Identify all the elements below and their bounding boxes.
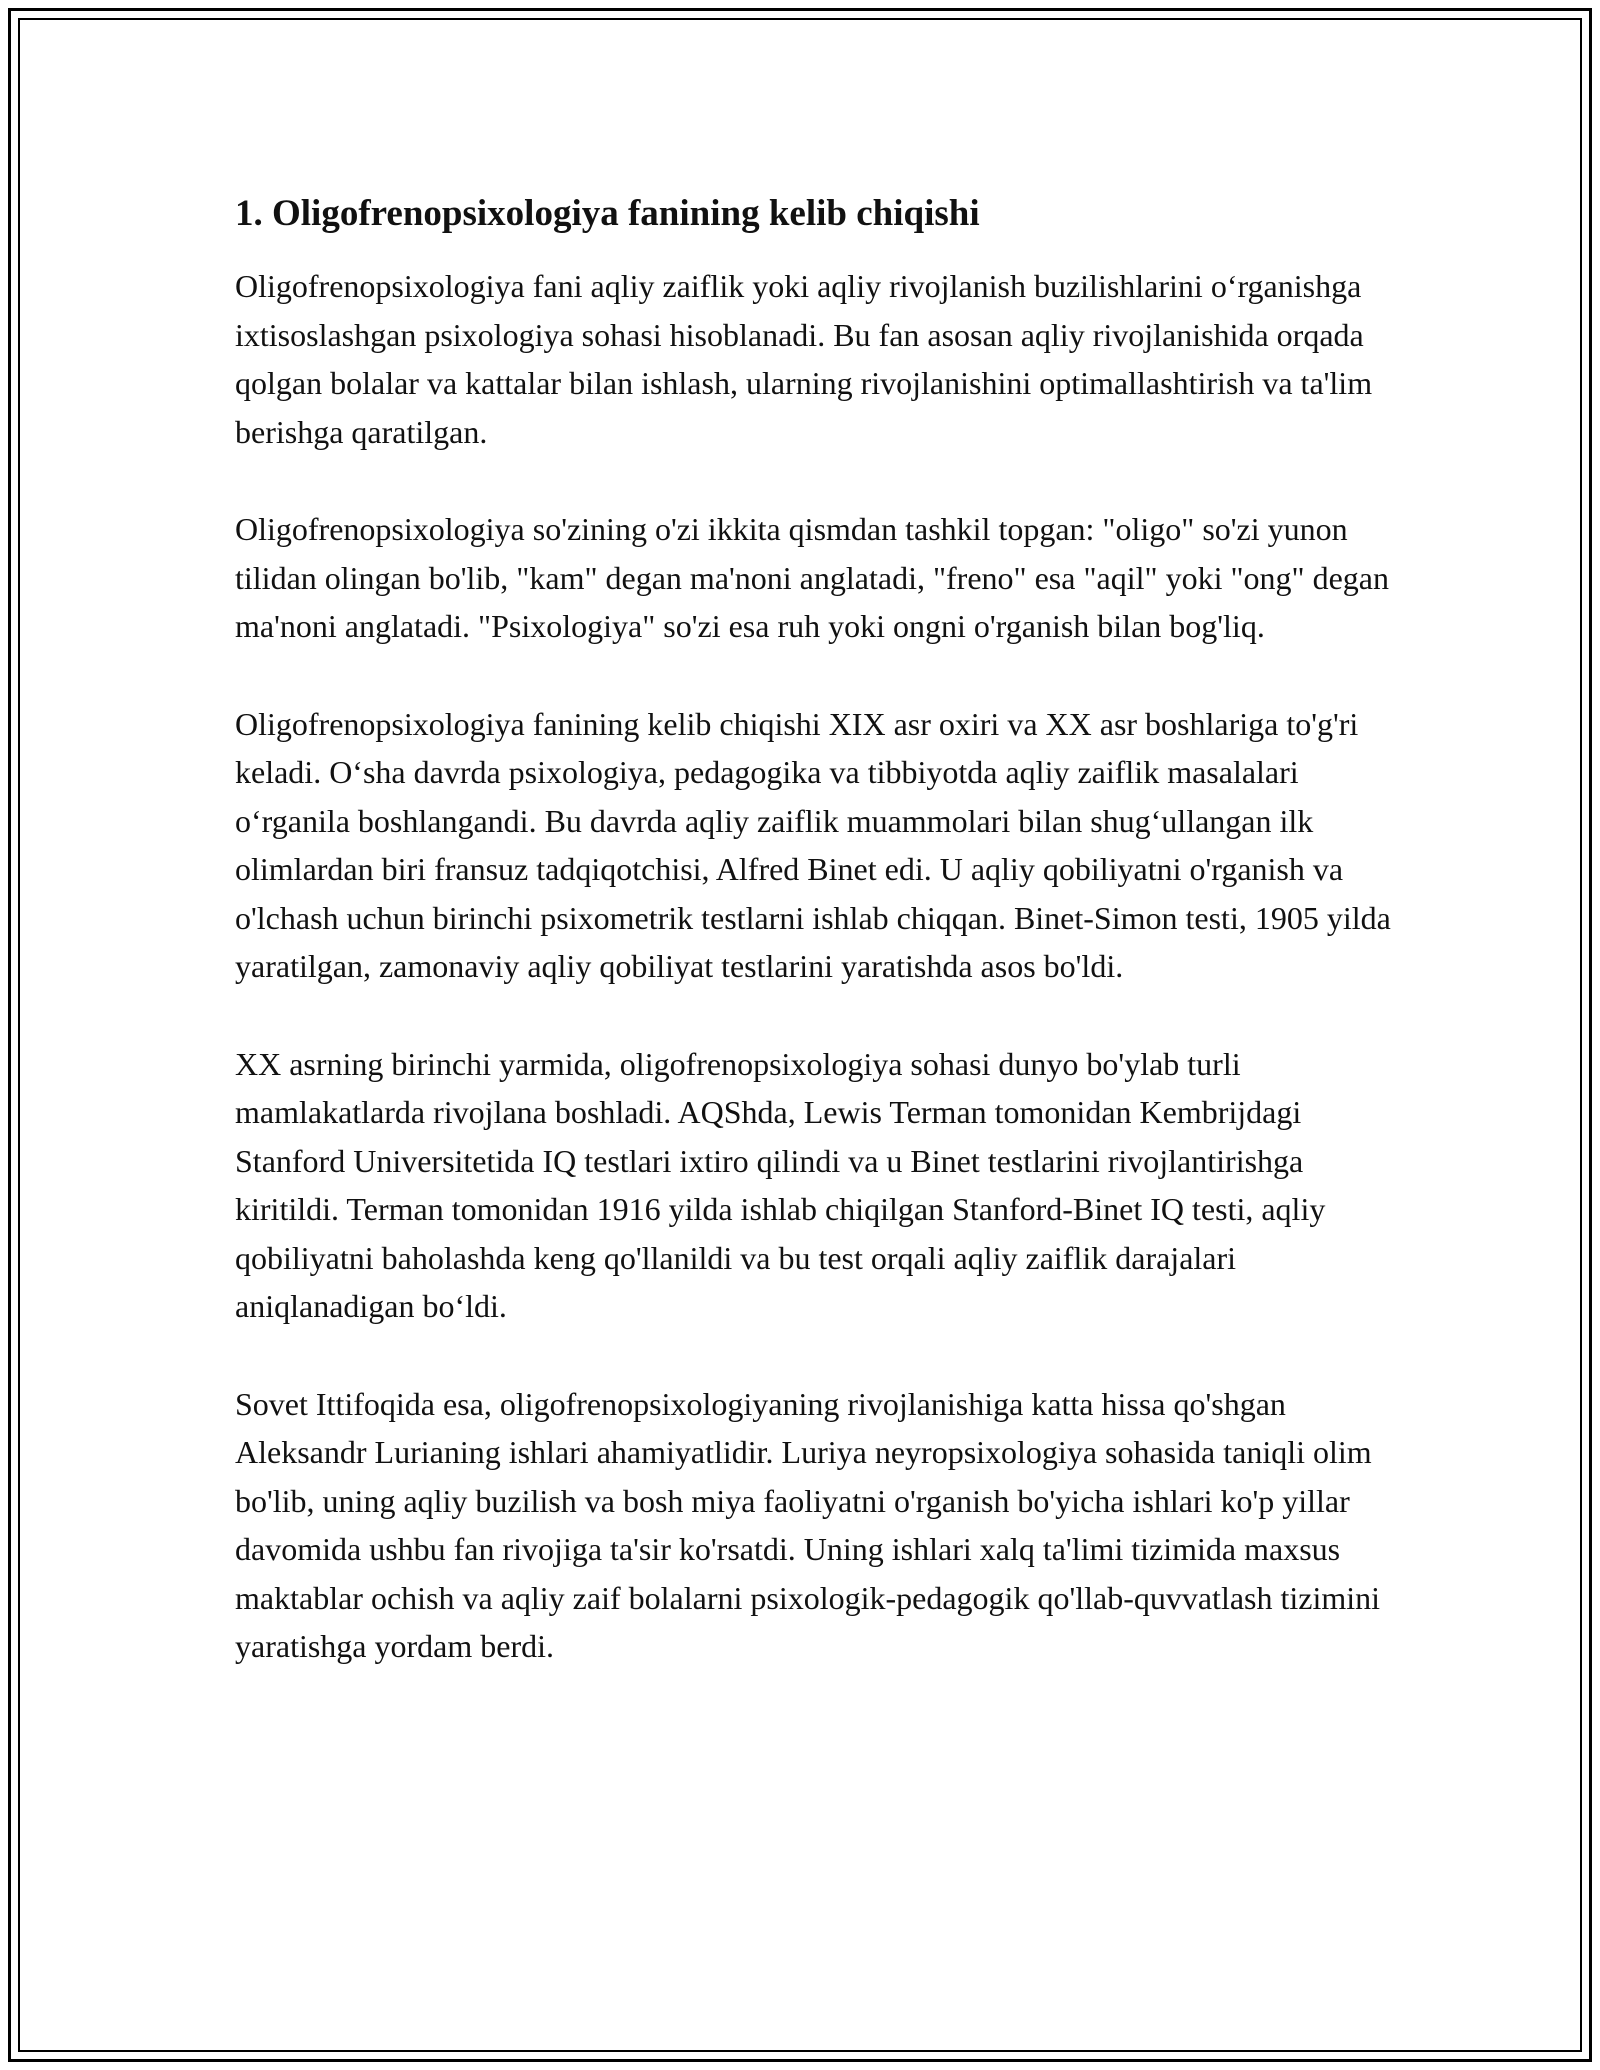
paragraph-twentieth-century: XX asrning birinchi yarmida, oligofrenopsixologiya sohasi dunyo bo'ylab turli mamlakatlarda rivojlana boshladi. AQShda, Lewis Terman tomonidan Kembrijdagi Stanford Universitetida IQ testlari ixtiro qilindi va u Binet testlarini rivojlantirishga kiritildi. Terman tomonidan 1916 yilda ishlab chiqilgan Stanford-Binet IQ testi, aqliy qobiliyatni baholashda keng qo'llanildi va bu test orqali aqliy zaiflik darajalari aniqlanadigan bo‘ldi.: [235, 1045, 1326, 1324]
paragraph-origins: Oligofrenopsixologiya fanining kelib chiqishi XIX asr oxiri va XX asr boshlariga to'g'ri keladi. O‘sha davrda psixologiya, pedagogika va tibbiyotda aqliy zaiflik masalalari o‘rganila boshlangandi. Bu davrda aqliy zaiflik muammolari bilan shug‘ullangan ilk olimlardan biri fransuz tadqiqotchisi, Alfred Binet edi. U aqliy qobiliyatni o'rganish va o'lchash uchun birinchi psixometrik testlarni ishlab chiqqan. Binet-Simon testi, 1905 yilda yaratilgan, zamonaviy aqliy qobiliyat testlarini yaratishda asos bo'ldi.: [235, 705, 1391, 984]
document-body: [235, 188, 1395, 1720]
section-heading: 1. Oligofrenopsixologiya fanining kelib chiqishi: [235, 193, 980, 234]
paragraph-soviet-union: Sovet Ittifoqida esa, oligofrenopsixologiyaning rivojlanishiga katta hissa qo'shgan Aleksandr Lurianing ishlari ahamiyatlidir. Luriya neyropsixologiya sohasida taniqli olim bo'lib, uning aqliy buzilish va bosh miya faoliyatni o'rganish bo'yicha ishlari ko'p yillar davomida ushbu fan rivojiga ta'sir ko'rsatdi. Uning ishlari xalq ta'limi tizimida maxsus maktablar ochish va aqliy zaif bolalarni psixologik-pedagogik qo'llab-quvvatlash tizimini yaratishga yordam berdi.: [235, 1385, 1381, 1664]
paragraph-etymology: Oligofrenopsixologiya so'zining o'zi ikkita qismdan tashkil topgan: "oligo" so'zi yunon tilidan olingan bo'lib, "kam" degan ma'noni anglatadi, "freno" esa "aqil" yoki "ong" degan ma'noni anglatadi. "Psixologiya" so'zi esa ruh yoki ongni o'rganish bilan bog'liq.: [235, 511, 1389, 644]
paragraph-definition: Oligofrenopsixologiya fani aqliy zaiflik yoki aqliy rivojlanish buzilishlarini o‘rganishga ixtisoslashgan psixologiya sohasi hisoblanadi. Bu fan asosan aqliy rivojlanishida orqada qolgan bolalar va kattalar bilan ishlash, ularning rivojlanishini optimallashtirish va ta'lim berishga qaratilgan.: [235, 268, 1373, 450]
